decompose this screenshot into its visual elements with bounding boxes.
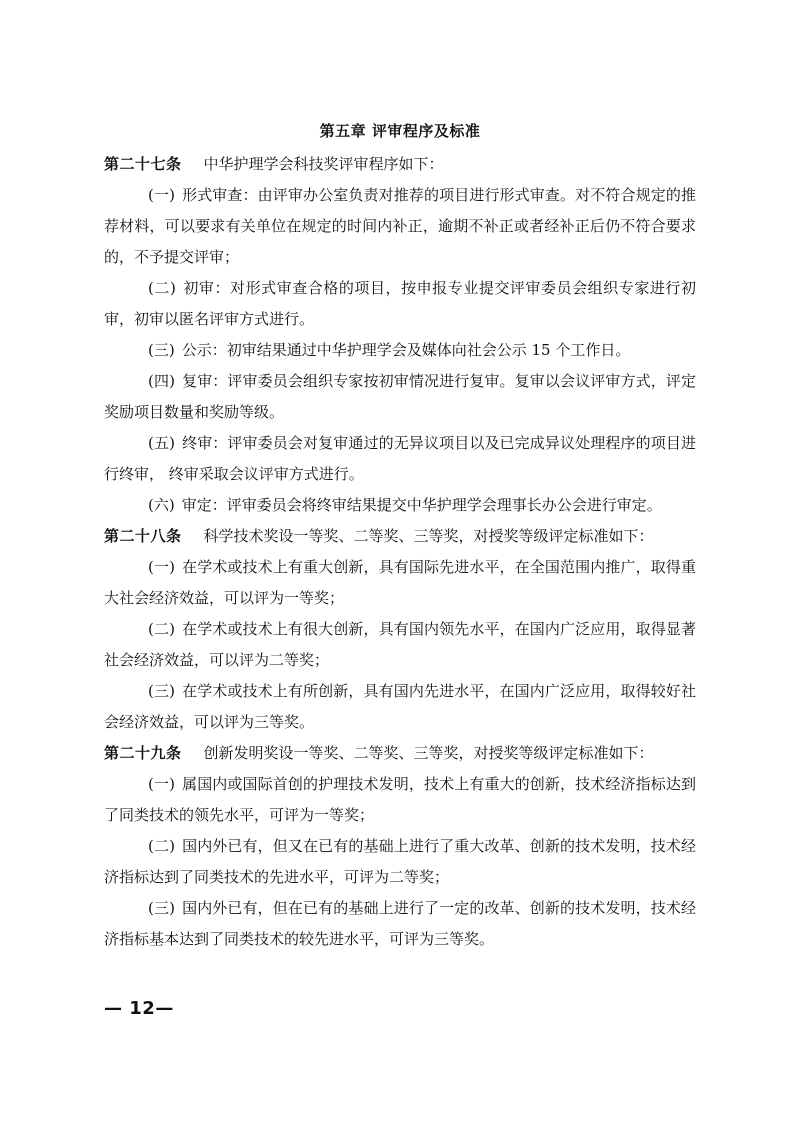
item-number: (一) [148, 186, 175, 204]
list-item [104, 180, 696, 273]
list-item [104, 335, 696, 366]
item-text: 国内外已有，但在已有的基础上进行了一定的改革、创新的技术发明，技术经济指标基本达到了同类技术的较先进水平，可评为三等奖。 [104, 899, 696, 948]
item-text: 公示：初审结果通过中华护理学会及媒体向社会公示 15 个工作日。 [181, 341, 631, 359]
list-item [104, 614, 696, 676]
list-item [104, 893, 696, 955]
article-heading: 第二十八条 [104, 527, 182, 545]
document-page [104, 117, 696, 955]
item-number: (二) [148, 620, 175, 638]
item-text: 在学术或技术上有很大创新，具有国内领先水平，在国内广泛应用，取得显著社会经济效益，可以评为二等奖； [104, 620, 696, 669]
article-intro: 创新发明奖设一等奖、二等奖、三等奖，对授奖等级评定标准如下： [203, 744, 654, 762]
item-number: (六) [148, 496, 175, 514]
list-item [104, 831, 696, 893]
list-item [104, 676, 696, 738]
list-item [104, 490, 696, 521]
page-number: — 12— [104, 998, 174, 1019]
item-text: 终审：评审委员会对复审通过的无异议项目以及已完成异议处理程序的项目进行终审， 终审采取会议评审方式进行。 [104, 434, 696, 483]
item-text: 在学术或技术上有所创新，具有国内先进水平，在国内广泛应用，取得较好社会经济效益，可以评为三等奖。 [104, 682, 696, 731]
item-text: 在学术或技术上有重大创新，具有国际先进水平，在全国范围内推广，取得重大社会经济效益，可以评为一等奖； [104, 558, 696, 607]
item-number: (一) [148, 775, 175, 793]
item-number: (四) [148, 372, 175, 390]
item-number: (一) [148, 558, 175, 576]
article-heading: 第二十七条 [104, 155, 182, 173]
list-item [104, 366, 696, 428]
item-number: (三) [148, 899, 175, 917]
article-28 [104, 521, 696, 738]
item-text: 国内外已有，但又在已有的基础上进行了重大改革、创新的技术发明，技术经济指标达到了同类技术的先进水平，可评为二等奖； [104, 837, 696, 886]
chapter-title: 第五章 评审程序及标准 [319, 122, 481, 140]
article-intro: 科学技术奖设一等奖、二等奖、三等奖，对授奖等级评定标准如下： [203, 527, 654, 545]
item-number: (二) [148, 279, 176, 297]
item-number: (二) [148, 837, 175, 855]
item-text: 审定：评审委员会将终审结果提交中华护理学会理事长办公会进行审定。 [181, 496, 662, 514]
article-29 [104, 738, 696, 955]
article-27 [104, 149, 696, 521]
item-text: 复审：评审委员会组织专家按初审情况进行复审。复审以会议评审方式，评定奖励项目数量和奖励等级。 [104, 372, 696, 421]
item-number: (五) [148, 434, 175, 452]
list-item [104, 552, 696, 614]
item-number: (三) [148, 682, 175, 700]
article-intro: 中华护理学会科技奖评审程序如下： [203, 155, 444, 173]
list-item [104, 769, 696, 831]
item-text: 属国内或国际首创的护理技术发明，技术上有重大的创新，技术经济指标达到了同类技术的领先水平，可评为一等奖； [104, 775, 696, 824]
list-item [104, 273, 696, 335]
list-item [104, 428, 696, 490]
item-number: (三) [148, 341, 175, 359]
item-text: 初审：对形式审查合格的项目，按申报专业提交评审委员会组织专家进行初审，初审以匿名评审方式进行。 [104, 279, 696, 328]
item-text: 形式审查：由评审办公室负责对推荐的项目进行形式审查。对不符合规定的推荐材料，可以要求有关单位在规定的时间内补正，逾期不补正或者经补正后仍不符合要求的，不予提交评审； [104, 186, 696, 266]
article-heading: 第二十九条 [104, 744, 182, 762]
